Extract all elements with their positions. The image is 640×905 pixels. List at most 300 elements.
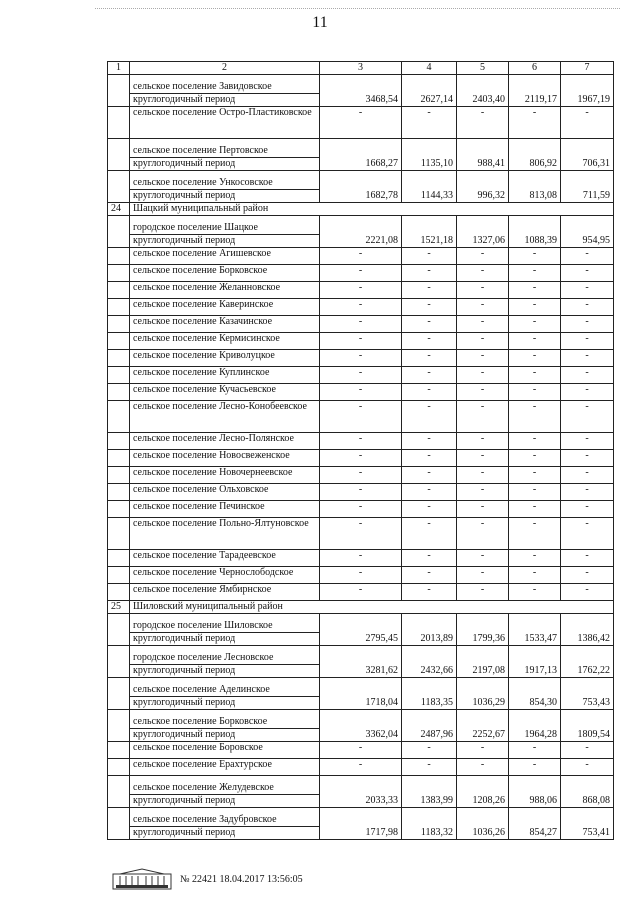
value-cell: - (561, 550, 614, 567)
settlement-cell (130, 467, 320, 484)
row-index (108, 350, 130, 367)
row-index (108, 614, 130, 646)
value-cell: - (320, 518, 402, 550)
table-row (108, 759, 614, 776)
value-cell: - (457, 467, 509, 484)
header-cell: 6 (509, 62, 561, 75)
settlement-name: сельское поселение Ямбирнское (133, 584, 272, 595)
value-cell: - (320, 467, 402, 484)
row-index (108, 742, 130, 759)
settlement-cell (130, 567, 320, 584)
row-index (108, 776, 130, 808)
value-cell: 1036,29 (457, 678, 509, 710)
row-index (108, 808, 130, 840)
value-cell: - (561, 367, 614, 384)
period-label: круглогодичный период (130, 696, 319, 709)
district-name: Шацкий муниципальный район (130, 203, 614, 216)
row-index (108, 384, 130, 401)
value-cell: - (457, 759, 509, 776)
value-cell: - (561, 433, 614, 450)
settlement-name: сельское поселение Чернослободское (133, 567, 294, 578)
row-index (108, 759, 130, 776)
settlement-name: сельское поселение Новосвеженское (133, 450, 290, 461)
value-cell: - (320, 282, 402, 299)
value-cell: 1718,04 (320, 678, 402, 710)
settlement-cell (130, 808, 320, 840)
table-row (108, 401, 614, 433)
settlement-name: сельское поселение Аделинское (133, 684, 270, 695)
value-cell: 1183,32 (402, 808, 457, 840)
value-cell: 1964,28 (509, 710, 561, 742)
value-cell: 1088,39 (509, 216, 561, 248)
value-cell: - (561, 107, 614, 139)
settlement-cell (130, 107, 320, 139)
value-cell: 2119,17 (509, 75, 561, 107)
row-index (108, 584, 130, 601)
settlement-cell (130, 139, 320, 171)
table-row (108, 316, 614, 333)
header-cell: 7 (561, 62, 614, 75)
settlement-cell (130, 484, 320, 501)
value-cell: - (509, 367, 561, 384)
value-cell: 1799,36 (457, 614, 509, 646)
value-cell: - (320, 265, 402, 282)
value-cell: - (320, 759, 402, 776)
value-cell: - (561, 350, 614, 367)
settlement-name: сельское поселение Лесно-Конобеевское (133, 401, 307, 412)
settlement-name: сельское поселение Ункосовское (133, 177, 273, 188)
settlement-name: сельское поселение Завидовское (133, 81, 272, 92)
row-index (108, 75, 130, 107)
value-cell: - (509, 401, 561, 433)
value-cell: 1809,54 (561, 710, 614, 742)
settlement-cell (130, 614, 320, 646)
value-cell: 854,30 (509, 678, 561, 710)
value-cell: - (509, 518, 561, 550)
value-cell: - (402, 501, 457, 518)
value-cell: 1144,33 (402, 171, 457, 203)
value-cell: - (402, 401, 457, 433)
header-cell: 3 (320, 62, 402, 75)
value-cell: - (457, 401, 509, 433)
value-cell: - (509, 550, 561, 567)
value-cell: - (457, 518, 509, 550)
table-row (108, 107, 614, 139)
settlement-name: сельское поселение Лесно-Полянское (133, 433, 294, 444)
row-index (108, 333, 130, 350)
value-cell: 813,08 (509, 171, 561, 203)
value-cell: - (320, 384, 402, 401)
settlement-name: сельское поселение Ольховское (133, 484, 269, 495)
settlement-cell (130, 384, 320, 401)
value-cell: 1762,22 (561, 646, 614, 678)
value-cell: - (457, 567, 509, 584)
header-cell: 4 (402, 62, 457, 75)
table-row (108, 614, 614, 646)
value-cell: 3281,62 (320, 646, 402, 678)
settlement-name: городское поселение Шиловское (133, 620, 273, 631)
row-index (108, 299, 130, 316)
row-index (108, 484, 130, 501)
value-cell: 1183,35 (402, 678, 457, 710)
settlement-cell (130, 584, 320, 601)
settlement-name: сельское поселение Боровское (133, 742, 263, 753)
value-cell: 954,95 (561, 216, 614, 248)
table-row (108, 501, 614, 518)
registry-seal-icon (112, 868, 172, 890)
value-cell: - (457, 384, 509, 401)
value-cell: 2432,66 (402, 646, 457, 678)
table-row (108, 75, 614, 107)
row-index (108, 646, 130, 678)
table-row (108, 450, 614, 467)
settlement-name: сельское поселение Ерахтурское (133, 759, 272, 770)
value-cell: - (402, 299, 457, 316)
row-index (108, 550, 130, 567)
value-cell: 2013,89 (402, 614, 457, 646)
table-row (108, 433, 614, 450)
period-label: круглогодичный период (130, 157, 319, 170)
settlement-name: сельское поселение Куплинское (133, 367, 270, 378)
value-cell: - (457, 299, 509, 316)
table-row (108, 742, 614, 759)
period-label: круглогодичный период (130, 234, 319, 247)
settlement-name: сельское поселение Каверинское (133, 299, 274, 310)
value-cell: 1135,10 (402, 139, 457, 171)
table-row (108, 350, 614, 367)
value-cell: - (320, 316, 402, 333)
settlement-cell (130, 710, 320, 742)
value-cell: 1668,27 (320, 139, 402, 171)
value-cell: - (561, 401, 614, 433)
value-cell: - (320, 484, 402, 501)
value-cell: 1386,42 (561, 614, 614, 646)
value-cell: - (320, 501, 402, 518)
period-label: круглогодичный период (130, 728, 319, 741)
settlement-cell (130, 350, 320, 367)
table-row (108, 367, 614, 384)
value-cell: - (402, 550, 457, 567)
settlement-name: сельское поселение Пертовское (133, 145, 268, 156)
period-label: круглогодичный период (130, 794, 319, 807)
value-cell: - (402, 584, 457, 601)
value-cell: - (457, 107, 509, 139)
header-cell: 2 (130, 62, 320, 75)
table-row (108, 584, 614, 601)
value-cell: 868,08 (561, 776, 614, 808)
value-cell: - (457, 248, 509, 265)
settlement-cell (130, 759, 320, 776)
settlement-cell (130, 678, 320, 710)
value-cell: - (402, 265, 457, 282)
value-cell: 2197,08 (457, 646, 509, 678)
period-label: круглогодичный период (130, 93, 319, 106)
value-cell: - (402, 450, 457, 467)
settlement-name: сельское поселение Казачинское (133, 316, 273, 327)
settlement-cell (130, 299, 320, 316)
value-cell: - (320, 550, 402, 567)
value-cell: - (320, 584, 402, 601)
value-cell: - (402, 316, 457, 333)
value-cell: 1383,99 (402, 776, 457, 808)
value-cell: - (320, 367, 402, 384)
settlement-name: сельское поселение Агишевское (133, 248, 271, 259)
settlement-name: сельское поселение Кермисинское (133, 333, 280, 344)
value-cell: - (320, 742, 402, 759)
settlement-cell (130, 282, 320, 299)
period-label: круглогодичный период (130, 664, 319, 677)
value-cell: - (402, 467, 457, 484)
value-cell: - (402, 759, 457, 776)
row-index (108, 171, 130, 203)
value-cell: - (457, 742, 509, 759)
value-cell: - (457, 484, 509, 501)
settlement-cell (130, 75, 320, 107)
value-cell: - (561, 282, 614, 299)
value-cell: 988,06 (509, 776, 561, 808)
row-index (108, 265, 130, 282)
table-body (108, 62, 614, 840)
value-cell: 3362,04 (320, 710, 402, 742)
row-index (108, 216, 130, 248)
settlement-cell (130, 171, 320, 203)
value-cell: - (320, 107, 402, 139)
row-index: 25 (108, 601, 130, 614)
value-cell: 711,59 (561, 171, 614, 203)
value-cell: - (509, 742, 561, 759)
value-cell: - (509, 350, 561, 367)
settlement-cell (130, 248, 320, 265)
value-cell: - (509, 265, 561, 282)
row-index (108, 433, 130, 450)
value-cell: - (509, 501, 561, 518)
value-cell: - (561, 567, 614, 584)
row-index (108, 710, 130, 742)
value-cell: 1682,78 (320, 171, 402, 203)
value-cell: - (457, 316, 509, 333)
table-row (108, 646, 614, 678)
settlement-cell (130, 316, 320, 333)
value-cell: - (561, 333, 614, 350)
row-index (108, 401, 130, 433)
row-index (108, 501, 130, 518)
value-cell: - (509, 467, 561, 484)
value-cell: 2403,40 (457, 75, 509, 107)
header-cell: 5 (457, 62, 509, 75)
value-cell: - (509, 248, 561, 265)
value-cell: - (320, 248, 402, 265)
row-index (108, 518, 130, 550)
period-label: круглогодичный период (130, 189, 319, 202)
district-name: Шиловский муниципальный район (130, 601, 614, 614)
value-cell: - (561, 384, 614, 401)
settlement-cell (130, 646, 320, 678)
value-cell: - (561, 265, 614, 282)
table-row (108, 299, 614, 316)
value-cell: 753,41 (561, 808, 614, 840)
row-index (108, 139, 130, 171)
settlement-name: сельское поселение Борковское (133, 265, 268, 276)
value-cell: - (402, 248, 457, 265)
table-row (108, 808, 614, 840)
settlement-cell (130, 501, 320, 518)
value-cell: 806,92 (509, 139, 561, 171)
table-row (108, 171, 614, 203)
value-cell: 2795,45 (320, 614, 402, 646)
settlement-cell (130, 518, 320, 550)
settlement-cell (130, 742, 320, 759)
settlement-cell (130, 367, 320, 384)
value-cell: - (320, 401, 402, 433)
table-row (108, 139, 614, 171)
district-row (108, 203, 614, 216)
value-cell: - (457, 550, 509, 567)
value-cell: 2033,33 (320, 776, 402, 808)
row-index (108, 107, 130, 139)
settlement-cell (130, 550, 320, 567)
value-cell: - (320, 299, 402, 316)
period-label: круглогодичный период (130, 826, 319, 839)
row-index (108, 567, 130, 584)
table-row (108, 567, 614, 584)
value-cell: 3468,54 (320, 75, 402, 107)
value-cell: - (320, 433, 402, 450)
value-cell: - (561, 467, 614, 484)
settlement-name: сельское поселение Новочернеевское (133, 467, 293, 478)
value-cell: 753,43 (561, 678, 614, 710)
registration-stamp: № 22421 18.04.2017 13:56:05 (180, 873, 303, 885)
value-cell: - (457, 433, 509, 450)
value-cell: - (402, 518, 457, 550)
settlement-name: сельское поселение Желудевское (133, 782, 274, 793)
settlement-name: сельское поселение Остро-Пластиковское (133, 107, 312, 118)
value-cell: 996,32 (457, 171, 509, 203)
value-cell: 1521,18 (402, 216, 457, 248)
settlement-name: сельское поселение Тарадеевское (133, 550, 276, 561)
value-cell: - (320, 450, 402, 467)
table-row (108, 282, 614, 299)
row-index: 24 (108, 203, 130, 216)
page-number: 11 (312, 14, 328, 31)
settlement-name: сельское поселение Кучасьевское (133, 384, 276, 395)
document-footer (112, 868, 303, 890)
value-cell: - (509, 433, 561, 450)
value-cell: - (402, 742, 457, 759)
value-cell: - (457, 333, 509, 350)
value-cell: 988,41 (457, 139, 509, 171)
settlement-name: сельское поселение Криволуцкое (133, 350, 275, 361)
value-cell: 706,31 (561, 139, 614, 171)
district-row (108, 601, 614, 614)
settlement-cell (130, 450, 320, 467)
period-label: круглогодичный период (130, 632, 319, 645)
value-cell: - (509, 316, 561, 333)
value-cell: - (509, 299, 561, 316)
value-cell: - (402, 350, 457, 367)
row-index (108, 467, 130, 484)
tariff-table (107, 61, 614, 840)
settlement-cell (130, 776, 320, 808)
settlement-name: сельское поселение Польно-Ялтуновское (133, 518, 309, 529)
value-cell: - (561, 759, 614, 776)
value-cell: - (509, 484, 561, 501)
table-row (108, 518, 614, 550)
table-header-row (108, 62, 614, 75)
table-row (108, 216, 614, 248)
value-cell: - (457, 501, 509, 518)
value-cell: 1717,98 (320, 808, 402, 840)
value-cell: - (402, 433, 457, 450)
value-cell: 1327,06 (457, 216, 509, 248)
value-cell: - (457, 584, 509, 601)
row-index (108, 248, 130, 265)
table-row (108, 333, 614, 350)
settlement-cell (130, 433, 320, 450)
value-cell: - (509, 384, 561, 401)
value-cell: - (561, 501, 614, 518)
value-cell: - (402, 367, 457, 384)
value-cell: - (509, 759, 561, 776)
value-cell: - (561, 742, 614, 759)
value-cell: - (320, 350, 402, 367)
value-cell: - (457, 450, 509, 467)
row-index (108, 282, 130, 299)
value-cell: - (509, 333, 561, 350)
table-row (108, 484, 614, 501)
row-index (108, 316, 130, 333)
value-cell: 2252,67 (457, 710, 509, 742)
settlement-name: сельское поселение Печинское (133, 501, 265, 512)
value-cell: - (509, 282, 561, 299)
value-cell: - (457, 265, 509, 282)
settlement-cell (130, 333, 320, 350)
value-cell: - (457, 350, 509, 367)
value-cell: - (509, 584, 561, 601)
value-cell: - (561, 316, 614, 333)
settlement-name: городское поселение Лесновское (133, 652, 274, 663)
value-cell: - (402, 484, 457, 501)
settlement-name: городское поселение Шацкое (133, 222, 258, 233)
value-cell: - (509, 107, 561, 139)
settlement-cell (130, 401, 320, 433)
value-cell: - (509, 567, 561, 584)
value-cell: 1533,47 (509, 614, 561, 646)
table-row (108, 678, 614, 710)
value-cell: - (402, 567, 457, 584)
value-cell: - (402, 282, 457, 299)
value-cell: - (457, 282, 509, 299)
top-rule (95, 8, 620, 9)
table-row (108, 710, 614, 742)
value-cell: - (561, 518, 614, 550)
row-index (108, 367, 130, 384)
table-row (108, 265, 614, 282)
table-row (108, 467, 614, 484)
value-cell: - (561, 484, 614, 501)
value-cell: - (320, 567, 402, 584)
value-cell: - (561, 584, 614, 601)
value-cell: - (509, 450, 561, 467)
value-cell: 1208,26 (457, 776, 509, 808)
value-cell: - (402, 384, 457, 401)
settlement-name: сельское поселение Желанновское (133, 282, 281, 293)
settlement-name: сельское поселение Задубровское (133, 814, 277, 825)
value-cell: - (402, 333, 457, 350)
table-row (108, 776, 614, 808)
value-cell: 854,27 (509, 808, 561, 840)
table-row (108, 384, 614, 401)
value-cell: - (561, 248, 614, 265)
